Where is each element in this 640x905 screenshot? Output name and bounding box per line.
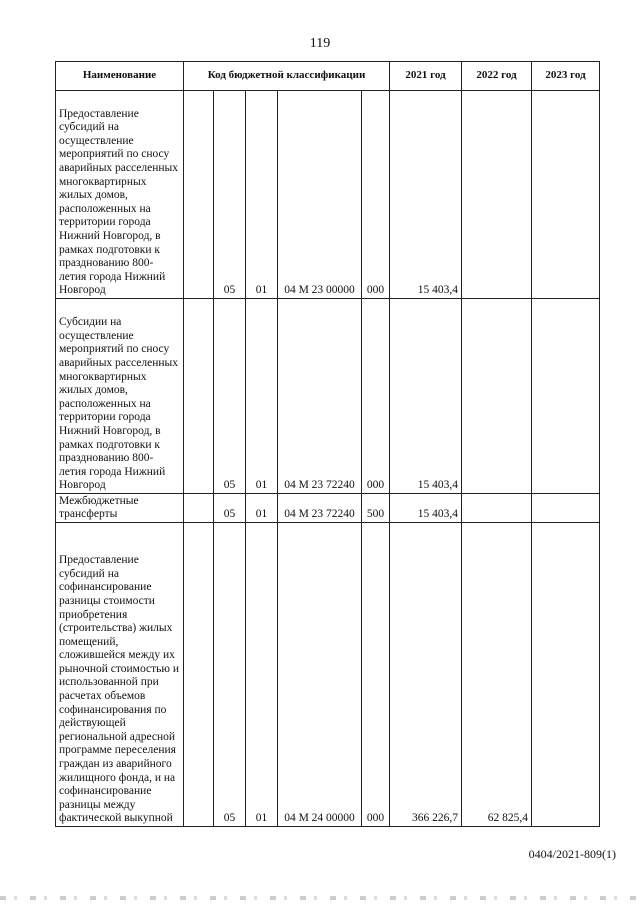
row-csr: 04 М 23 00000: [278, 91, 362, 299]
row-2023: [532, 299, 600, 494]
table-header-row: [56, 62, 600, 91]
table-row: [56, 91, 600, 299]
table-row: [56, 523, 600, 827]
row-pr: 01: [246, 91, 278, 299]
row-csr: 04 М 23 72240: [278, 299, 362, 494]
header-code: Код бюджетной классификации: [184, 62, 390, 91]
row-empty-cell: [184, 523, 214, 827]
row-2021: 15 403,4: [390, 299, 462, 494]
table-row: [56, 494, 600, 523]
row-name: Субсидии на осуществление мероприятий по сносу аварийных расселенных многоквартирных жилых домов, расположенных на территории города Нижний Новгород, в рамках подготовки к празднованию 800-летия города Нижний Новгород: [56, 299, 184, 494]
row-2022: [462, 299, 532, 494]
row-empty-cell: [184, 494, 214, 523]
table-row: [56, 299, 600, 494]
document-code: 0404/2021-809(1): [528, 847, 616, 861]
row-name: Предоставление субсидий на осуществление мероприятий по сносу аварийных расселенных многоквартирных жилых домов, расположенных на территории города Нижний Новгород, в рамках подготовки к празднованию 800-летия города Нижний Новгород: [56, 91, 184, 299]
row-2022: 62 825,4: [462, 523, 532, 827]
row-pr: 01: [246, 494, 278, 523]
row-csr: 04 М 23 72240: [278, 494, 362, 523]
row-2021: 15 403,4: [390, 494, 462, 523]
row-vr: 000: [362, 91, 390, 299]
row-rz: 05: [214, 523, 246, 827]
header-2022: 2022 год: [462, 62, 532, 91]
row-pr: 01: [246, 299, 278, 494]
header-name: Наименование: [56, 62, 184, 91]
row-empty-cell: [184, 299, 214, 494]
row-2021: 15 403,4: [390, 91, 462, 299]
row-name: Предоставление субсидий на софинансирование разницы стоимости приобретения (строительства) жилых помещений, сложившейся между их рыночной стоимостью и использованной при расчетах объемов софинансирования по действующей региональной адресной программе переселения граждан из аварийного жилищного фонда, и на софинансирование разницы между фактической выкупной: [56, 523, 184, 827]
row-vr: 000: [362, 523, 390, 827]
row-2021: 366 226,7: [390, 523, 462, 827]
row-empty-cell: [184, 91, 214, 299]
row-vr: 000: [362, 299, 390, 494]
page-number: 119: [309, 36, 331, 51]
row-rz: 05: [214, 91, 246, 299]
row-2023: [532, 91, 600, 299]
scan-artifact: [0, 896, 640, 900]
row-rz: 05: [214, 494, 246, 523]
row-2022: [462, 91, 532, 299]
row-2023: [532, 494, 600, 523]
row-name: Межбюджетные трансферты: [56, 494, 184, 523]
header-2021: 2021 год: [390, 62, 462, 91]
row-vr: 500: [362, 494, 390, 523]
row-pr: 01: [246, 523, 278, 827]
budget-table: [55, 61, 600, 827]
row-2023: [532, 523, 600, 827]
row-2022: [462, 494, 532, 523]
row-rz: 05: [214, 299, 246, 494]
row-csr: 04 М 24 00000: [278, 523, 362, 827]
header-2023: 2023 год: [532, 62, 600, 91]
